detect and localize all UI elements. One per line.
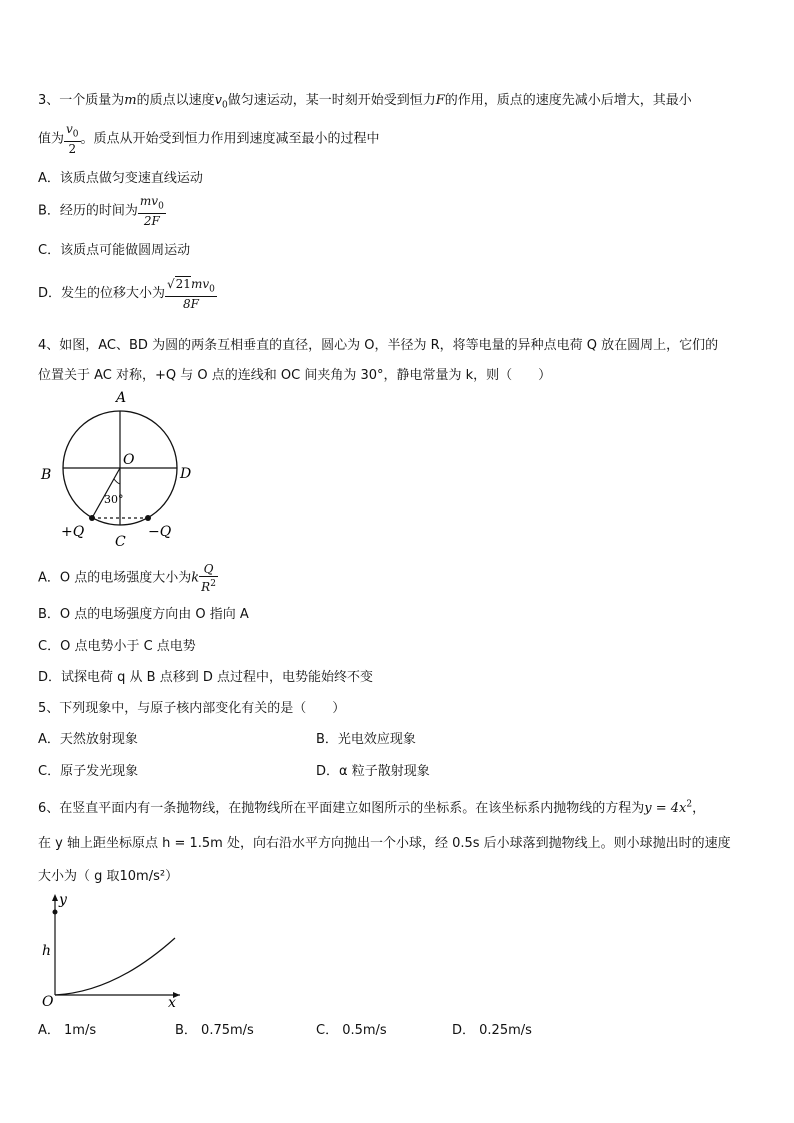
q4-label-plusq: +Q (61, 524, 85, 540)
q5-option-d: D．α 粒子散射现象 (316, 764, 430, 779)
q3-frac-den: 2 (68, 142, 77, 157)
q3-option-d-num-sub: 0 (209, 284, 215, 295)
q4-line1: 4、如图，AC、BD 为圆的两条互相垂直的直径，圆心为 O，半径为 R，将等电量的异种点电荷 Q 放在圆周上，它们的 (38, 338, 719, 353)
q5-option-c: C．原子发光现象 (38, 764, 139, 779)
q4-option-a-den: R (201, 580, 211, 594)
q3-option-d-fraction: $\frac{√21mv_0}{8F}$ (167, 277, 215, 312)
q3-text-5: 值为 (38, 131, 65, 147)
q5-option-b: B．光电效应现象 (316, 732, 416, 747)
q3-option-b-fraction (138, 194, 166, 228)
q4-option-a (38, 562, 218, 594)
q3-text-6: 。质点从开始受到恒力作用到速度减至最小的过程中 (80, 131, 380, 147)
q4-option-a-den-sup: 2 (210, 579, 216, 589)
q6-option-c: C． 0.5m/s (316, 1023, 387, 1038)
q4-label-c: C (115, 534, 126, 549)
q6-equation-sup: 2 (686, 799, 693, 810)
q3-option-d-radicand: 21 (175, 277, 191, 291)
q6-parabola (55, 938, 175, 995)
q4-line2: 位置关于 AC 对称，+Q 与 O 点的连线和 OC 间夹角为 30°，静电常量为 k，则（ ） (38, 368, 552, 383)
q6-line1 (38, 797, 705, 816)
q3-option-b-num: mv (139, 194, 159, 208)
q4-angle-arc (114, 479, 120, 484)
q6-y-arrow (52, 894, 58, 901)
q4-option-b: B．O 点的电场强度方向由 O 指向 A (38, 607, 249, 622)
q3-frac-num: v (66, 122, 73, 136)
q3-symbol-v-sub: 0 (222, 100, 228, 111)
q3-symbol-F: F (435, 93, 445, 108)
q3-line2 (38, 122, 380, 156)
q3-option-d-num: mv (190, 277, 210, 291)
q3-option-d-text: D．发生的位移大小为 (38, 286, 166, 302)
q3-option-a: A．该质点做匀变速直线运动 (38, 171, 203, 186)
q4-option-a-text: A．O 点的电场强度大小为 (38, 570, 192, 586)
q3-option-d-den: 8F (182, 297, 199, 312)
q6-option-d: D． 0.25m/s (452, 1023, 532, 1038)
q3-number: 3、 (38, 93, 60, 108)
q6-option-a: A． 1m/s (38, 1023, 97, 1038)
q4-label-d: D (180, 466, 192, 482)
q4-label-b: B (41, 467, 52, 483)
q6-launch-point (53, 910, 58, 915)
q4-circle-figure (30, 384, 200, 549)
q4-option-c: C．O 点电势小于 C 点电势 (38, 639, 196, 654)
q3-line1 (38, 89, 692, 111)
q4-option-d: D．试探电荷 q 从 B 点移到 D 点过程中，电势能始终不变 (38, 670, 373, 685)
q4-label-a: A (116, 390, 127, 406)
q5-option-a: A．天然放射现象 (38, 732, 138, 747)
q4-option-a-fraction (199, 562, 218, 594)
q4-charge-minus (145, 515, 151, 521)
q4-option-a-k: k (191, 570, 200, 586)
q6-equation: y = 4x (644, 801, 687, 816)
q3-option-b-text: B．经历的时间为 (38, 203, 138, 219)
q4-label-angle: 30° (104, 493, 124, 506)
q6-text-1-end: ， (692, 801, 706, 816)
q3-text-2: 的质点以速度 (136, 93, 215, 108)
q6-line3: 大小为（ g 取10m/s²） (38, 869, 179, 884)
q6-text-1: 6、在竖直平面内有一条抛物线，在抛物线所在平面建立如图所示的坐标系。在该坐标系内抛物线的方程为 (38, 801, 645, 816)
q6-label-h: h (42, 943, 52, 959)
q3-text-4: 的作用，质点的速度先减小后增大，其最小 (444, 93, 692, 108)
q6-label-x: x (168, 995, 176, 1010)
q3-option-c: C．该质点可能做圆周运动 (38, 243, 191, 258)
q4-charge-plus (89, 515, 95, 521)
q3-fraction (64, 122, 81, 156)
q5-stem: 5、下列现象中，与原子核内部变化有关的是（ ） (38, 701, 346, 716)
q3-text-3: 做匀速运动，某一时刻开始受到恒力 (227, 93, 436, 108)
q4-option-a-num: Q (199, 562, 218, 577)
q4-label-minusq: −Q (148, 524, 172, 540)
q6-label-y: y (59, 892, 67, 908)
q3-symbol-m: m (124, 93, 137, 108)
q3-option-b-den: 2F (143, 214, 160, 229)
q6-parabola-figure (35, 890, 185, 1010)
q6-label-o: O (42, 994, 54, 1010)
q3-text-1: 一个质量为 (59, 93, 125, 108)
q3-option-b-num-sub: 0 (158, 201, 164, 212)
q3-symbol-v: v (214, 93, 222, 108)
q3-frac-num-sub: 0 (72, 129, 79, 140)
q3-option-b (38, 194, 166, 228)
q6-line2: 在 y 轴上距坐标原点 h = 1.5m 处，向右沿水平方向抛出一个小球，经 0.5s 后小球落到抛物线上。则小球抛出时的速度 (38, 836, 731, 851)
q4-label-o: O (123, 452, 135, 468)
q6-option-b: B． 0.75m/s (175, 1023, 254, 1038)
q3-option-d (38, 276, 217, 311)
